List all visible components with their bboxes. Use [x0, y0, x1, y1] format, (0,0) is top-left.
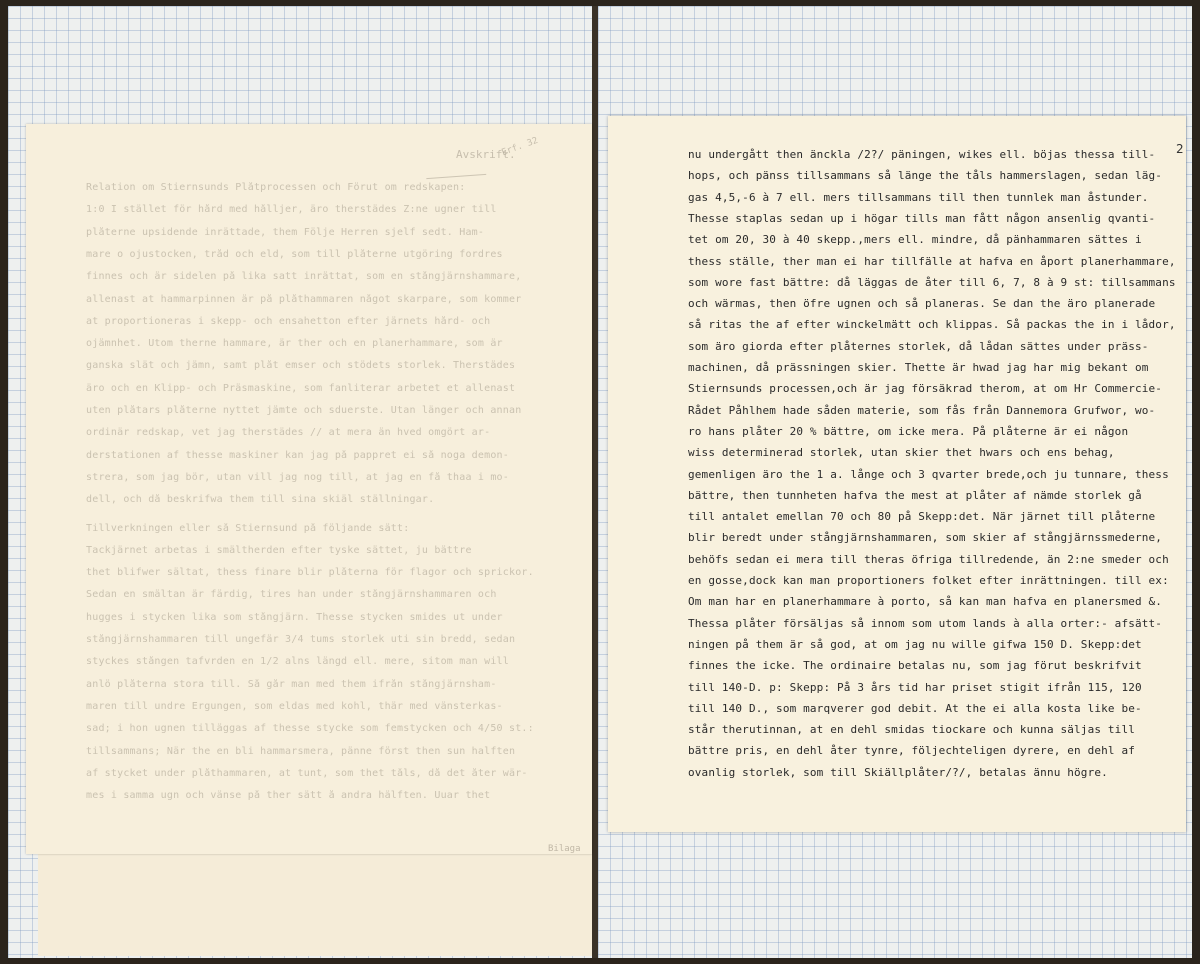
- left-sheet-text-line: styckes stången tafvrden en 1/2 alns längd ell. mere, sitom man will: [86, 656, 509, 668]
- right-sheet-text-line: till 140-D. p: Skepp: På 3 års tid har priset stigit ifrån 115, 120: [688, 680, 1142, 694]
- left-sheet-text-line: allenast at hammarpinnen är på plåthammaren något skarpare, som kommer: [86, 293, 522, 305]
- left-sheet-text-line: maren till undre Ergungen, som eldas med kohl, thär med vänsterkas-: [86, 700, 503, 712]
- left-sheet-text-line: ganska slät och jämn, samt plåt emser och stödets storlek. Therstädes: [86, 360, 516, 372]
- left-sheet-text-line: ordinär redskap, vet jag therstädes // at mera än hved omgört ar-: [86, 427, 491, 439]
- left-typed-sheet: [26, 124, 592, 854]
- right-sheet-text-line: bättre pris, en dehl åter tynre, följechteligen dyrere, en dehl af: [688, 744, 1135, 758]
- right-sheet-text-line: så ritas the af efter winckelmätt och klippas. Så packas the in i lådor,: [688, 318, 1176, 332]
- right-sheet-text-line: hops, och pänss tillsammans så länge the tåls hammerslagen, sedan läg-: [688, 169, 1163, 183]
- left-sheet-text-line: stångjärnshammaren till ungefär 3/4 tums storlek uti sin bredd, sedan: [86, 634, 516, 645]
- right-sheet-text-line: Thessa plåter försäljas så innom som utom lands à alla orter:- afsätt-: [688, 616, 1163, 630]
- left-sheet-text-line: Relation om Stiernsunds Plåtprocessen och Förut om redskapen:: [86, 182, 466, 193]
- right-sheet-text-line: thess ställe, ther man ei har tillfälle at hafva en åport planerhammare,: [688, 254, 1176, 268]
- left-sheet-text-line: mes i samma ugn och vänse på ther sätt å andra hälften. Uuar thet: [86, 790, 491, 802]
- right-sheet-text-line: ro hans plåter 20 % bättre, om icke mera. På plåterne är ei någon: [688, 424, 1129, 438]
- document-spread: [8, 6, 1192, 958]
- left-sheet-text-line: strera, som jag bör, utan vill jag nog till, at jag en få thaa i mo-: [86, 471, 509, 483]
- left-sheet-pencil-note: Erf. 32: [500, 135, 540, 159]
- right-sheet-text-line: en gosse,dock kan man proportioners folket efter inrättningen. till ex:: [688, 574, 1169, 587]
- left-sheet-text-line: tillsammans; När the en bli hammarsmera, pänne först then sun halften: [86, 745, 516, 757]
- left-sheet-text-line: Tackjärnet arbetas i smältherden efter tyske sättet, ju bättre: [86, 544, 472, 556]
- left-bottom-stamp: Bilaga: [548, 844, 581, 854]
- right-sheet-text-line: nu undergått then änckla /2?/ päningen, wikes ell. böjas thessa till-: [688, 148, 1156, 161]
- right-sheet-text-line: blir beredt under stångjärnshammaren, som skier af stångjärnssmederne,: [688, 531, 1163, 545]
- right-sheet-text-line: Rådet Påhlhem hade såden materie, som fås från Dannemora Grufwor, wo-: [688, 403, 1156, 417]
- right-sheet-text-line: Stiernsunds processen,och är jag försäkrad therom, at om Hr Commercie-: [688, 382, 1163, 396]
- left-sheet-text-line: plåterne upsidende inrättade, them Följe Herren sjelf sedt. Ham-: [86, 226, 485, 238]
- right-sheet-text-line: bättre, then tunnheten hafva the mest at plåter af nämde storlek gå: [688, 488, 1142, 502]
- right-sheet-text-line: finnes the icke. The ordinaire betalas nu, som jag förut beskrifvit: [688, 659, 1142, 673]
- right-sheet-text-line: som äro giorda efter plåternes storlek, då lådan sättes under präss-: [688, 339, 1149, 353]
- left-sheet-text-line: sad; i hon ugnen tilläggas af thesse stycke som femstycken och 4/50 st.:: [86, 723, 534, 735]
- right-sheet-text-line: gas 4,5,-6 à 7 ell. mers tillsammans till then tunnlek man åstunder.: [688, 190, 1149, 204]
- left-sheet-text-line: derstationen af thesse maskiner kan jag på pappret ei så noga demon-: [86, 449, 509, 461]
- left-sheet-text-line: anlö plåterna stora till. Så går man med them ifrån stångjärnsham-: [86, 678, 497, 690]
- page-number: 2: [1176, 142, 1184, 156]
- left-sheet-text-line: mare o ojustocken, tråd och eld, som till plåterne utgöring fordres: [86, 248, 503, 260]
- left-sheet-text-line: at proportioneras i skepp- och ensahetton efter järnets hård- och: [86, 315, 491, 327]
- left-sheet-text-line: uten plåtars plåterne nyttet jämte och sduerste. Utan länger och annan: [86, 405, 522, 416]
- left-underlying-sheet: [38, 844, 592, 956]
- left-sheet-text-line: dell, och då beskrifwa them till sina skiäl ställningar.: [86, 494, 435, 506]
- left-sheet-text-line: af stycket under plåthammaren, at tunt, som thet tåls, då det åter wär-: [86, 767, 528, 779]
- left-sheet-text-line: 1:0 I stället för hård med hålljer, äro therstädes Z:ne ugner till: [86, 204, 497, 216]
- right-sheet-text-line: wiss determinerad storlek, utan skier thet hwars och ens behag,: [688, 446, 1115, 460]
- left-sheet-text-line: ojämnhet. Utom therne hammare, är ther och en planerhammare, som är: [86, 338, 503, 350]
- left-sheet-header: Avskrift.: [456, 148, 516, 161]
- right-sheet-text-line: och wärmas, then öfre ugnen och så planeras. Se dan the äro planerade: [688, 297, 1156, 311]
- left-sheet-text-line: Sedan en smältan är färdig, tires han under stångjärnshammaren och: [86, 589, 497, 601]
- left-sheet-text-line: finnes och är sidelen på lika satt inrättat, som en stångjärnshammare,: [86, 271, 522, 283]
- right-sheet-text-line: som wore fast bättre: då läggas de åter till 6, 7, 8 à 9 st: tillsammans: [688, 275, 1176, 289]
- right-sheet-text-line: gemenligen äro the 1 a. långe och 3 qvarter brede,och ju tunnare, thess: [688, 467, 1169, 481]
- right-sheet-text-line: ovanlig storlek, som till Skiällplåter/?/, betalas ännu högre.: [688, 765, 1108, 779]
- right-sheet-text-line: Om man har en planerhammare à porto, så kan man hafva en planersmed &.: [688, 595, 1163, 609]
- right-sheet-text-line: machinen, då prässningen skier. Thette är hwad jag har mig bekant om: [688, 361, 1149, 374]
- left-sheet-signature-scribble: [426, 166, 486, 179]
- right-sheet-text-line: till antalet emellan 70 och 80 på Skepp:det. När järnet till plåterne: [688, 510, 1156, 524]
- left-sheet-text-line: Tillverkningen eller så Stiernsund på följande sätt:: [86, 522, 410, 534]
- left-sheet-text-line: thet blifwer sältat, thess finare blir plåterna för flagor och sprickor.: [86, 567, 534, 579]
- right-sheet-text-line: behöfs sedan ei mera till theras öfriga tillredende, än 2:ne smeder och: [688, 552, 1169, 566]
- left-sheet-text-line: hugges i stycken lika som stångjärn. Thesse stycken smides ut under: [86, 611, 503, 623]
- binding-gutter: [592, 6, 598, 958]
- right-sheet-text-line: tet om 20, 30 à 40 skepp.,mers ell. mindre, då pänhammaren sättes i: [688, 233, 1142, 247]
- right-sheet-text-line: till 140 D., som marqverer god debit. At the ei alla kosta like be-: [688, 701, 1142, 715]
- right-sheet-text-line: ningen på them är så god, at om jag nu wille gifwa 150 D. Skepp:det: [688, 637, 1142, 651]
- left-sheet-text-line: äro och en Klipp- och Präsmaskine, som fanliterar arbetet et allenast: [86, 382, 516, 394]
- right-sheet-text-line: står therutinnan, at en dehl smidas tiockare och kunna säljas till: [688, 723, 1135, 737]
- right-sheet-text-line: Thesse staplas sedan up i högar tills man fått någon ansenlig qvanti-: [688, 211, 1156, 225]
